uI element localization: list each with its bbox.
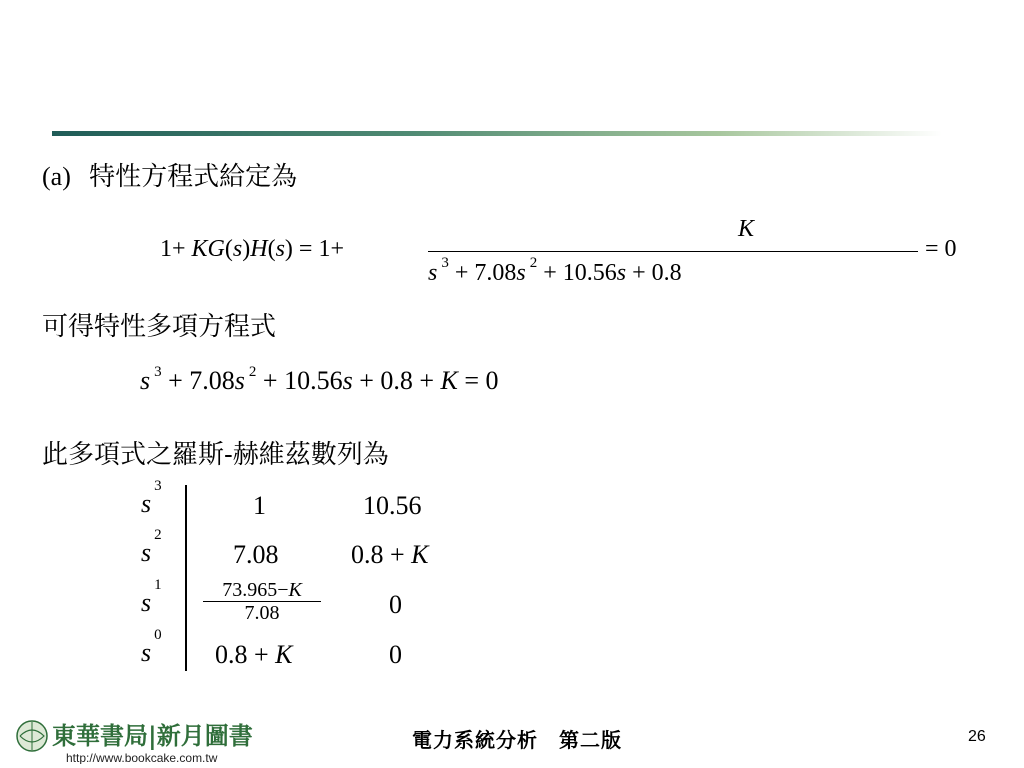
routh-intro-text: 此多項式之羅斯-赫維茲數列為 [42, 440, 389, 470]
eq1-lhs: 1+ KG(s)H(s) = 1+ [160, 236, 344, 262]
routh-cell: 0.8 + K [215, 640, 293, 669]
eq1-denominator: s $^3$ + 7.08s $^2$ + 10.56s + 0.8 [428, 255, 682, 286]
routh-label-s0: $s^0$ [141, 627, 162, 667]
routh-label-s2: $s^2$ [141, 527, 162, 567]
characteristic-equation [160, 216, 957, 296]
intro-line [42, 162, 297, 192]
routh-cell: 0 [389, 640, 402, 669]
header-divider-line [52, 131, 942, 136]
page-number: 26 [968, 728, 986, 745]
polynomial-equation: s $^3$ + 7.08s $^2$ + 10.56s + 0.8 + K = 0 [140, 364, 499, 395]
routh-cell: 0 [389, 590, 402, 619]
routh-cell: 10.56 [363, 491, 422, 520]
routh-cell: 1 [253, 491, 266, 520]
publisher-logo [8, 716, 280, 764]
intro-text: 特性方程式給定為 [89, 162, 298, 192]
eq1-rhs: = 0 [925, 236, 957, 262]
poly-intro-text: 可得特性多項方程式 [42, 312, 277, 342]
routh-cell: 0.8 + K [351, 540, 429, 569]
part-label: (a) [42, 162, 71, 191]
routh-fraction [203, 579, 321, 624]
eq1-numerator: K [738, 216, 755, 242]
svg-text:http://www.bookcake.com.tw: http://www.bookcake.com.tw [66, 751, 218, 764]
routh-label-s1: $s^1$ [141, 577, 162, 617]
routh-array [135, 478, 475, 673]
routh-cell: 7.08 [233, 540, 279, 569]
eq1-fraction-bar [428, 251, 918, 252]
routh-divider [185, 485, 187, 671]
routh-label-s3: $s^3$ [141, 478, 162, 518]
svg-text:東華書局|新月圖書: 東華書局|新月圖書 [52, 721, 253, 750]
routh-fraction-denominator: 7.08 [244, 602, 280, 624]
footer-book-title: 電力系統分析 第二版 [412, 728, 622, 752]
routh-fraction-numerator: 73.965−K [203, 579, 321, 602]
